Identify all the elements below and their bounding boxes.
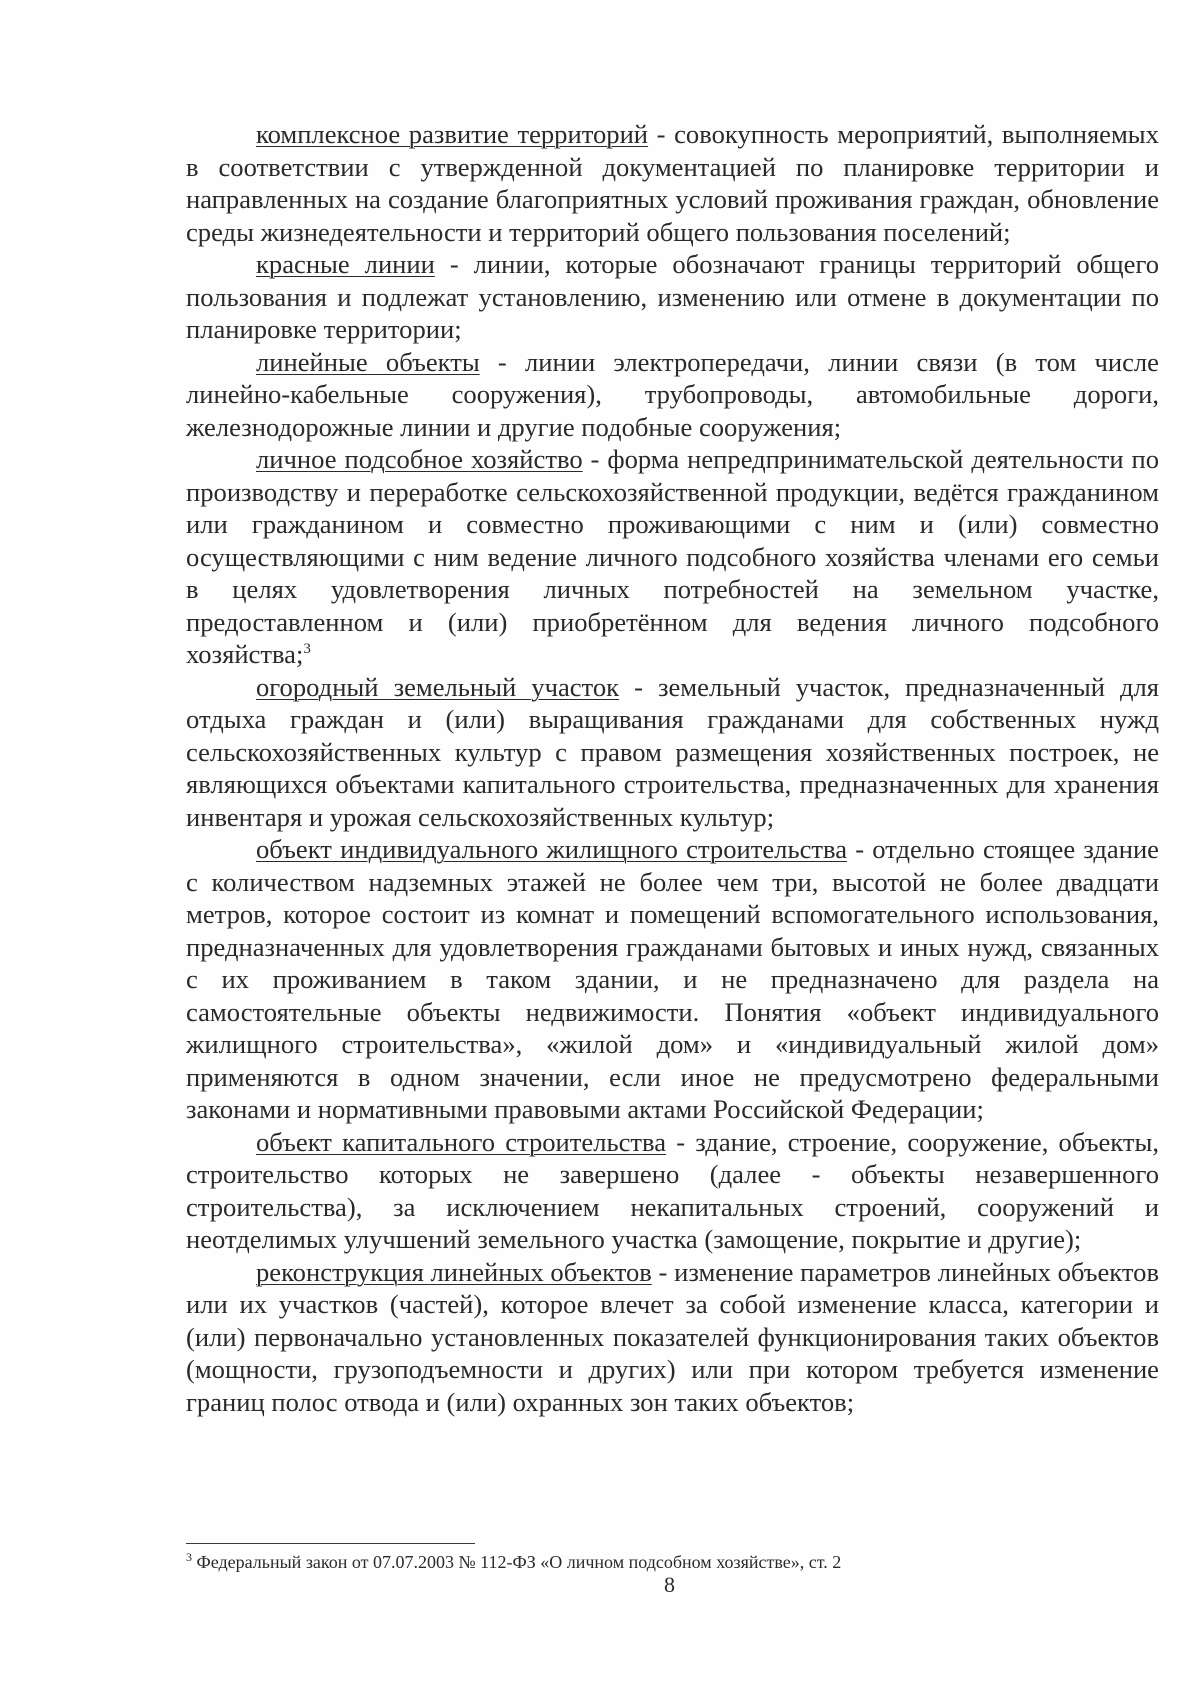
- page-number: 8: [664, 1572, 675, 1597]
- definition-text: - изменение параметров линейных объектов или их участков (частей), которое влечет за собой изменение класса, категории и (или) первоначально установленных показателей функционирования таких объектов (мощности, грузоподъемности и других) или при котором требуется изменение границ полос отвода и (или) охранных зон таких объектов;: [186, 1256, 1160, 1417]
- definition-term: огородный земельный участок: [256, 671, 620, 702]
- footnote: [186, 1551, 1159, 1573]
- footnote-text: Федеральный закон от 07.07.2003 № 112-ФЗ «О личном подсобном хозяйстве», ст. 2: [192, 1552, 842, 1572]
- definition-term: объект капитального строительства: [256, 1126, 667, 1157]
- definition-paragraph: [186, 443, 1159, 671]
- definition-text: - отдельно стоящее здание с количеством надземных этажей не более чем три, высотой не более двадцати метров, которое состоит из комнат и помещений вспомогательного использования, предназначенных для удовлетворения гражданами бытовых и иных нужд, связанных с их проживанием в таком здании, и не предназначено для раздела на самостоятельные объекты недвижимости. Понятия «объект индивидуального жилищного строительства», «жилой дом» и «индивидуальный жилой дом» применяются в одном значении, если иное не предусмотрено федеральными законами и нормативными правовыми актами Российской Федерации;: [186, 834, 1159, 1124]
- definition-paragraph: [186, 671, 1159, 834]
- footnote-reference: 3: [303, 641, 311, 658]
- definition-text: - форма непредпринимательской деятельности по производству и переработке сельскохозяйственной продукции, ведётся гражданином или гражданином и совместно проживающими с ним и (или) совместно осуществляющими с ним ведение личного подсобного хозяйства членами его семьи в целях удовлетворения личных потребностей на земельном участке, предоставленном и (или) приобретённом для ведения личного подсобного хозяйства;: [186, 444, 1160, 669]
- definition-paragraph: [186, 118, 1159, 248]
- definition-text: - линии электропередачи, линии связи (в том числе линейно-кабельные сооружения), трубопроводы, автомобильные дороги, железнодорожные линии и другие подобные сооружения;: [186, 346, 1159, 442]
- definition-term: объект индивидуального жилищного строительства: [256, 834, 848, 864]
- definition-term: красные линии: [256, 249, 435, 279]
- definition-paragraph: [186, 1256, 1159, 1419]
- definition-paragraph: [186, 248, 1159, 346]
- definition-text: - линии, которые обозначают границы территорий общего пользования и подлежат установлению, изменению или отмене в документации по планировке территории;: [186, 249, 1159, 344]
- definition-term: личное подсобное хозяйство: [256, 444, 583, 474]
- footnote-number: 3: [186, 1550, 192, 1564]
- footnote-separator: [186, 1543, 475, 1544]
- definition-paragraph: [186, 1126, 1159, 1256]
- definition-text: - совокупность мероприятий, выполняемых в соответствии с утвержденной документацией по планировке территории и направленных на создание благоприятных условий проживания граждан, обновление среды жизнедеятельности и территорий общего пользования поселений;: [186, 119, 1159, 247]
- definition-term: реконструкция линейных объектов: [256, 1256, 652, 1287]
- definition-term: линейные объекты: [256, 346, 480, 377]
- definition-text: - здание, строение, сооружение, объекты, строительство которых не завершено (далее - объекты незавершенного строительства), за исключением некапитальных строений, сооружений и неотделимых улучшений земельного участка (замощение, покрытие и другие);: [186, 1126, 1159, 1254]
- definition-term: комплексное развитие территорий: [256, 119, 649, 149]
- definition-paragraph: [186, 346, 1159, 444]
- document-body: [186, 118, 1159, 1418]
- definition-text: - земельный участок, предназначенный для отдыха граждан и (или) выращивания гражданами для собственных нужд сельскохозяйственных культур с правом размещения хозяйственных построек, не являющихся объектами капитального строительства, предназначенных для хранения инвентаря и урожая сельскохозяйственных культур;: [186, 671, 1160, 832]
- definition-paragraph: [186, 833, 1159, 1126]
